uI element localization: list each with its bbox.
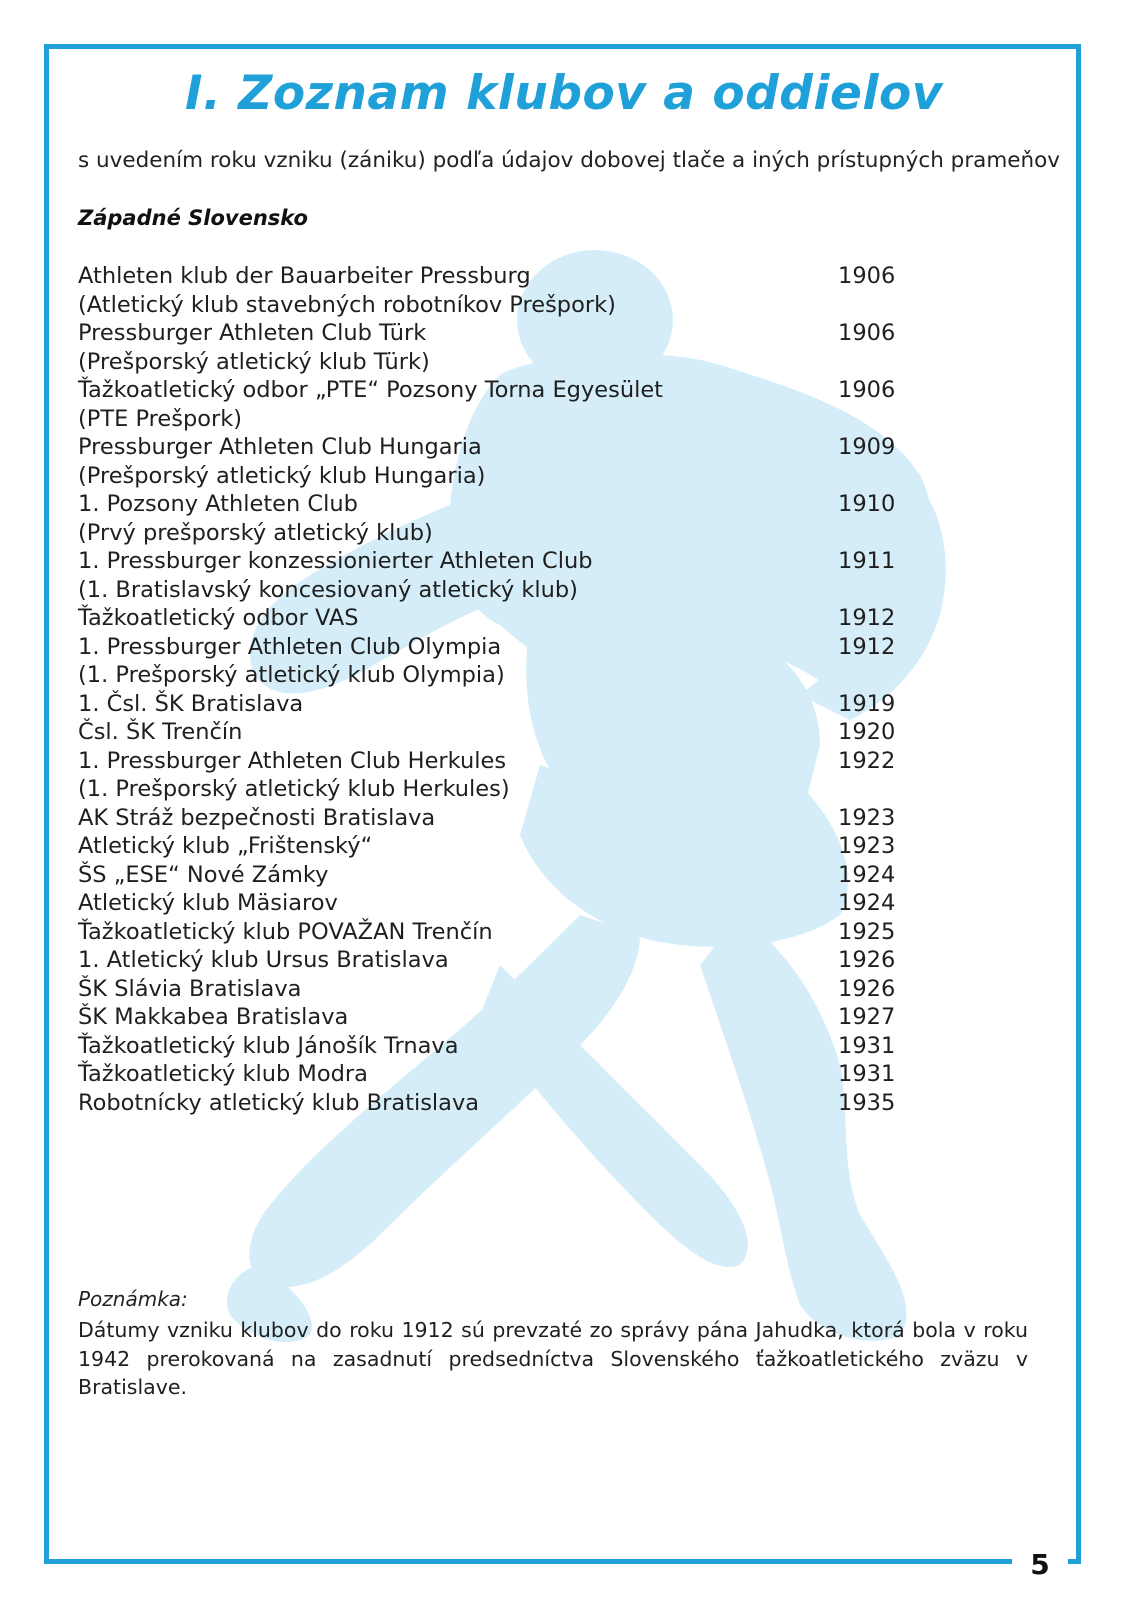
club-line: [78, 718, 908, 747]
club-name: ŠK Slávia Bratislava: [78, 975, 302, 1002]
club-line: [78, 889, 908, 918]
club-name: Ťažkoatletický odbor VAS: [78, 605, 359, 631]
club-name: Athleten klub der Bauarbeiter Pressburg: [78, 263, 531, 289]
club-line: [78, 519, 908, 548]
club-year: 1912: [838, 633, 896, 660]
club-name: Atletický klub „Frištenský“: [78, 833, 373, 859]
club-line: [78, 433, 908, 462]
club-year: 1923: [838, 833, 896, 859]
club-year: 1906: [838, 320, 896, 346]
club-line: [78, 405, 908, 434]
club-line: [78, 775, 908, 804]
club-year: 1923: [838, 804, 896, 831]
club-line: [78, 690, 908, 719]
club-name: Ťažkoatletický klub POVAŽAN Trenčín: [78, 918, 493, 945]
club-name: 1. Pressburger konzessionierter Athleten Club: [78, 548, 593, 574]
club-name: (1. Bratislavský koncesiovaný atletický klub): [78, 576, 578, 603]
club-year: 1919: [838, 690, 896, 717]
club-year: 1906: [838, 263, 896, 289]
club-line: [78, 861, 908, 890]
club-name: AK Stráž bezpečnosti Bratislava: [78, 804, 436, 831]
club-name: (Prešporský atletický klub Hungaria): [78, 462, 486, 489]
club-line: [78, 946, 908, 975]
page-number: 5: [1030, 1547, 1050, 1581]
club-name: Atletický klub Mäsiarov: [78, 890, 338, 916]
club-name: 1. Čsl. ŠK Bratislava: [78, 690, 304, 717]
club-name: Robotnícky atletický klub Bratislava: [78, 1089, 480, 1116]
club-name: 1. Pozsony Athleten Club: [78, 491, 358, 517]
club-line: [78, 262, 908, 291]
club-year: 1931: [838, 1032, 896, 1059]
section-heading: Západné Slovensko: [78, 206, 308, 230]
club-name: (Prvý prešporský atletický klub): [78, 519, 433, 546]
club-line: [78, 576, 908, 605]
club-name: 1. Atletický klub Ursus Bratislava: [78, 947, 449, 973]
club-name: Pressburger Athleten Club Hungaria: [78, 434, 482, 460]
club-name: ŠS „ESE“ Nové Zámky: [78, 861, 329, 888]
club-line: [78, 490, 908, 519]
club-name: Ťažkoatletický klub Modra: [78, 1061, 368, 1087]
page-title: I. Zoznam klubov a oddielov: [185, 66, 943, 121]
club-year: 1924: [838, 861, 896, 888]
club-name: 1. Pressburger Athleten Club Herkules: [78, 747, 507, 774]
club-name: ŠK Makkabea Bratislava: [78, 1004, 349, 1030]
club-name: (Prešporský atletický klub Türk): [78, 348, 430, 375]
club-year: 1924: [838, 890, 896, 916]
club-line: [78, 832, 908, 861]
club-line: [78, 633, 908, 662]
club-list: [78, 262, 908, 1117]
club-line: [78, 975, 908, 1004]
club-line: [78, 348, 908, 377]
club-year: 1927: [838, 1004, 896, 1030]
club-name: Čsl. ŠK Trenčín: [78, 719, 243, 745]
club-line: [78, 376, 908, 405]
club-line: [78, 604, 908, 633]
club-year: 1935: [838, 1089, 896, 1116]
club-name: Ťažkoatletický odbor „PTE“ Pozsony Torna Egyesület: [78, 377, 663, 403]
club-year: 1906: [838, 377, 896, 403]
club-name: Ťažkoatletický klub Jánošík Trnava: [78, 1032, 459, 1059]
club-line: [78, 291, 908, 320]
club-year: 1910: [838, 491, 896, 517]
club-name: Pressburger Athleten Club Türk: [78, 320, 427, 346]
club-name: (1. Prešporský atletický klub Olympia): [78, 662, 505, 688]
club-name: (PTE Prešpork): [78, 405, 243, 432]
club-line: [78, 462, 908, 491]
page-subtitle: s uvedením roku vzniku (zániku) podľa údajov dobovej tlače a iných prístupných prameňov: [78, 148, 1061, 173]
club-line: [78, 319, 908, 348]
club-line: [78, 661, 908, 690]
club-name: 1. Pressburger Athleten Club Olympia: [78, 633, 502, 660]
club-year: 1912: [838, 605, 896, 631]
club-line: [78, 1003, 908, 1032]
club-name: (1. Prešporský atletický klub Herkules): [78, 776, 510, 802]
note-label: Poznámka:: [78, 1287, 188, 1311]
club-line: [78, 747, 908, 776]
club-year: 1931: [838, 1061, 896, 1087]
club-year: 1922: [838, 747, 896, 774]
club-line: [78, 547, 908, 576]
club-year: 1909: [838, 434, 896, 460]
club-name: (Atletický klub stavebných robotníkov Prešpork): [78, 291, 616, 318]
club-line: [78, 1032, 908, 1061]
club-year: 1925: [838, 918, 896, 945]
page-number-box: [1012, 1542, 1068, 1586]
club-year: 1926: [838, 947, 896, 973]
club-line: [78, 1060, 908, 1089]
note-text: Dátumy vzniku klubov do roku 1912 sú prevzaté zo správy pána Jahudka, ktorá bola v roku 1942 prerokovaná na zasadnutí predsedníctva Slovenského ťažkoatletického zväzu v Bratislave.: [78, 1318, 1028, 1399]
club-year: 1911: [838, 548, 896, 574]
club-line: [78, 918, 908, 947]
club-year: 1926: [838, 975, 896, 1002]
club-year: 1920: [838, 719, 896, 745]
club-line: [78, 804, 908, 833]
club-line: [78, 1089, 908, 1118]
